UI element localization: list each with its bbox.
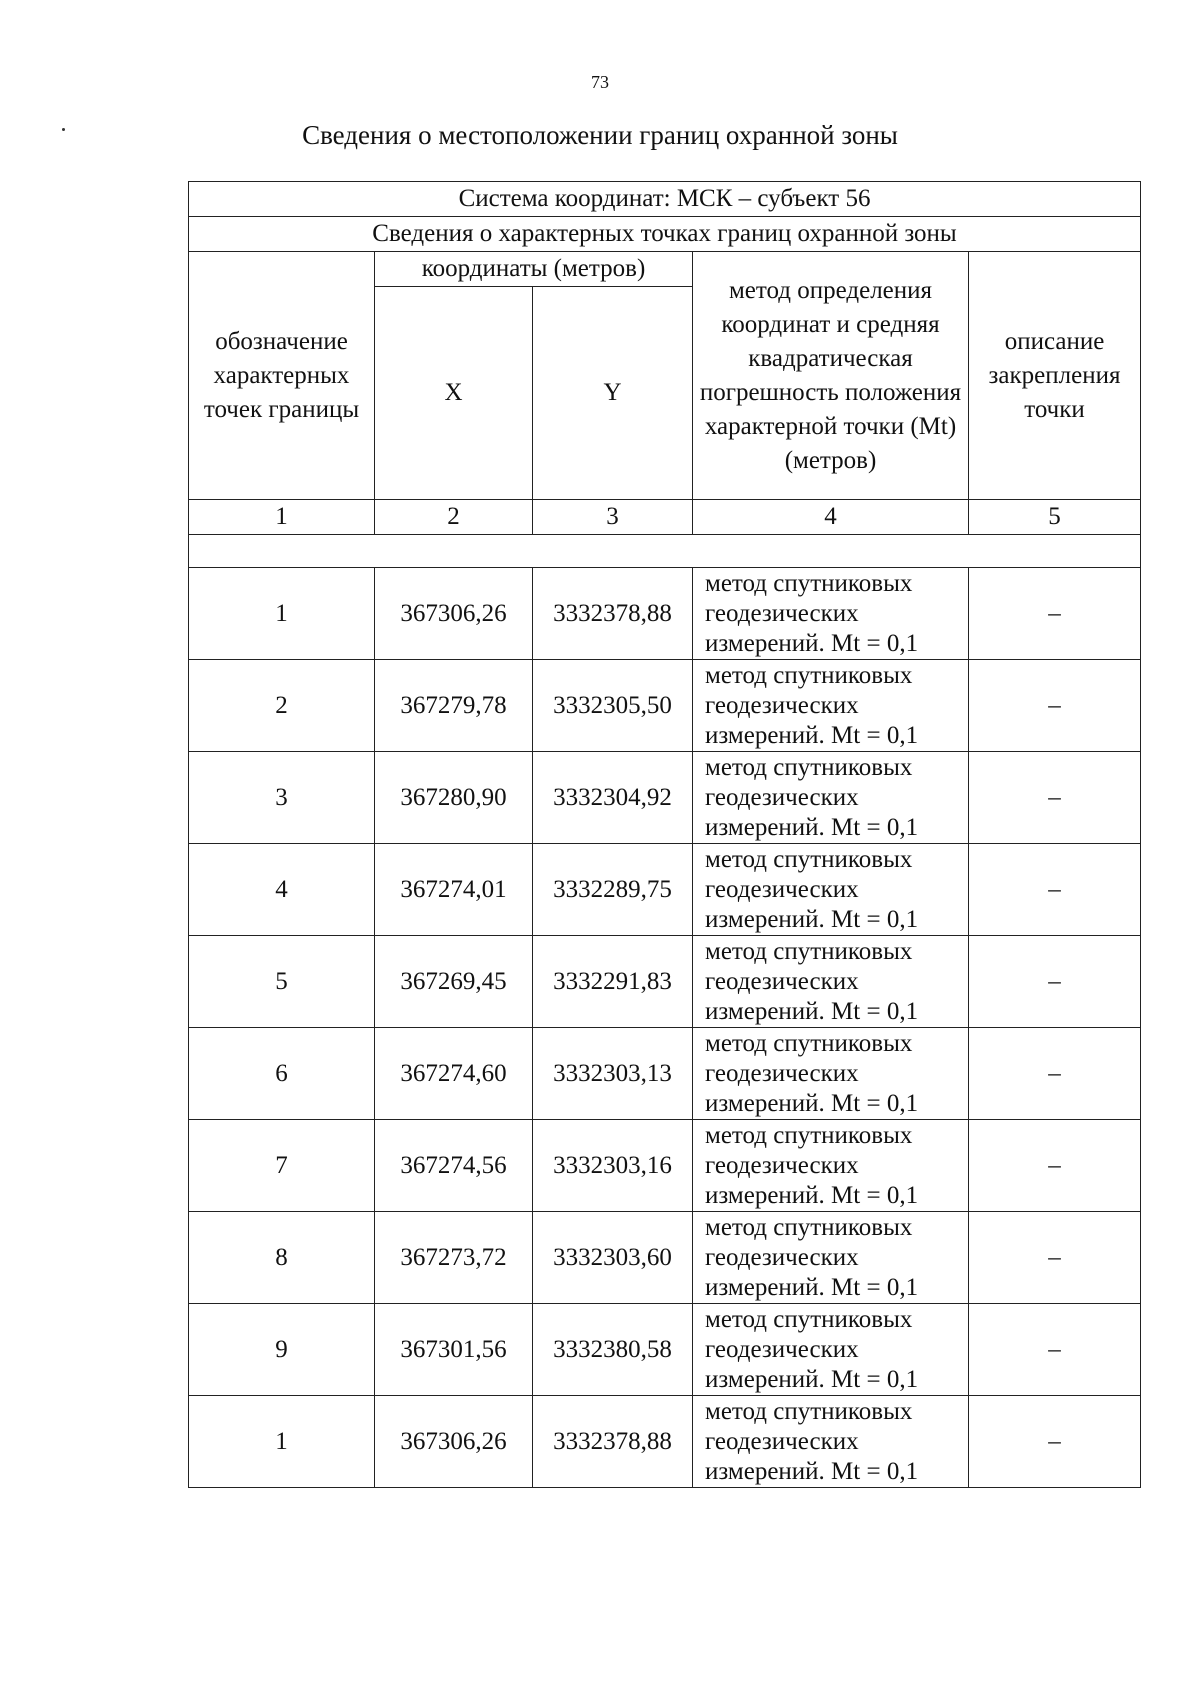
boundary-points-table: [188, 181, 1141, 1488]
method-cell: метод спутниковых геодезических измерений. Mt = 0,1: [693, 1212, 969, 1304]
y-cell: 3332303,60: [533, 1212, 693, 1304]
x-cell: 367306,26: [375, 1396, 533, 1488]
method-cell: метод спутниковых геодезических измерений. Mt = 0,1: [693, 1304, 969, 1396]
section-title-cell: Сведения о характерных точках границ охранной зоны: [189, 217, 1141, 252]
column-number: 3: [533, 500, 693, 535]
header-row-1: [189, 252, 1141, 287]
point-cell: 2: [189, 660, 375, 752]
description-cell: –: [969, 1028, 1141, 1120]
x-cell: 367274,01: [375, 844, 533, 936]
column-numbers-row: [189, 500, 1141, 535]
x-cell: 367273,72: [375, 1212, 533, 1304]
method-cell: метод спутниковых геодезических измерений. Mt = 0,1: [693, 936, 969, 1028]
description-cell: –: [969, 1304, 1141, 1396]
x-cell: 367306,26: [375, 568, 533, 660]
point-cell: 1: [189, 1396, 375, 1488]
x-cell: 367274,56: [375, 1120, 533, 1212]
y-cell: 3332291,83: [533, 936, 693, 1028]
method-cell: метод спутниковых геодезических измерений. Mt = 0,1: [693, 844, 969, 936]
point-cell: 4: [189, 844, 375, 936]
x-cell: 367301,56: [375, 1304, 533, 1396]
spacer-row: [189, 535, 1141, 568]
table-row: [189, 1028, 1141, 1120]
description-cell: –: [969, 1212, 1141, 1304]
section-title-row: [189, 217, 1141, 252]
column-number: 5: [969, 500, 1141, 535]
method-cell: метод спутниковых геодезических измерений. Mt = 0,1: [693, 1028, 969, 1120]
x-cell: 367280,90: [375, 752, 533, 844]
point-cell: 1: [189, 568, 375, 660]
point-cell: 3: [189, 752, 375, 844]
x-cell: 367279,78: [375, 660, 533, 752]
y-cell: 3332289,75: [533, 844, 693, 936]
description-cell: –: [969, 1396, 1141, 1488]
table-row: [189, 1120, 1141, 1212]
table-row: [189, 1212, 1141, 1304]
table-row: [189, 752, 1141, 844]
column-number: 4: [693, 500, 969, 535]
document-title: Сведения о местоположении границ охранной зоны: [302, 120, 898, 150]
table-row: [189, 1396, 1141, 1488]
table-row: [189, 936, 1141, 1028]
table-row: [189, 1304, 1141, 1396]
x-cell: 367269,45: [375, 936, 533, 1028]
y-cell: 3332303,13: [533, 1028, 693, 1120]
point-cell: 8: [189, 1212, 375, 1304]
description-cell: –: [969, 844, 1141, 936]
header-method: метод определения координат и средняя квадратическая погрешность положения характерной точки (Mt) (метров): [693, 252, 969, 500]
table-row: [189, 660, 1141, 752]
coord-system-row: [189, 182, 1141, 217]
y-cell: 3332378,88: [533, 1396, 693, 1488]
coord-system-cell: Система координат: МСК – субъект 56: [189, 182, 1141, 217]
description-cell: –: [969, 936, 1141, 1028]
header-point: обозначение характерных точек границы: [189, 252, 375, 500]
table-row: [189, 568, 1141, 660]
point-cell: 9: [189, 1304, 375, 1396]
description-cell: –: [969, 568, 1141, 660]
method-cell: метод спутниковых геодезических измерений. Mt = 0,1: [693, 568, 969, 660]
description-cell: –: [969, 660, 1141, 752]
page-number: 73: [591, 72, 609, 92]
point-cell: 7: [189, 1120, 375, 1212]
y-cell: 3332304,92: [533, 752, 693, 844]
column-number: 2: [375, 500, 533, 535]
header-x: X: [375, 287, 533, 500]
column-number: 1: [189, 500, 375, 535]
method-cell: метод спутниковых геодезических измерений. Mt = 0,1: [693, 660, 969, 752]
header-description: описание закрепления точки: [969, 252, 1141, 500]
spacer-cell: [189, 535, 1141, 568]
y-cell: 3332378,88: [533, 568, 693, 660]
description-cell: –: [969, 1120, 1141, 1212]
y-cell: 3332380,58: [533, 1304, 693, 1396]
header-y: Y: [533, 287, 693, 500]
method-cell: метод спутниковых геодезических измерений. Mt = 0,1: [693, 1396, 969, 1488]
point-cell: 6: [189, 1028, 375, 1120]
y-cell: 3332305,50: [533, 660, 693, 752]
x-cell: 367274,60: [375, 1028, 533, 1120]
table-row: [189, 844, 1141, 936]
y-cell: 3332303,16: [533, 1120, 693, 1212]
method-cell: метод спутниковых геодезических измерений. Mt = 0,1: [693, 1120, 969, 1212]
point-cell: 5: [189, 936, 375, 1028]
method-cell: метод спутниковых геодезических измерений. Mt = 0,1: [693, 752, 969, 844]
description-cell: –: [969, 752, 1141, 844]
header-coords: координаты (метров): [375, 252, 693, 287]
